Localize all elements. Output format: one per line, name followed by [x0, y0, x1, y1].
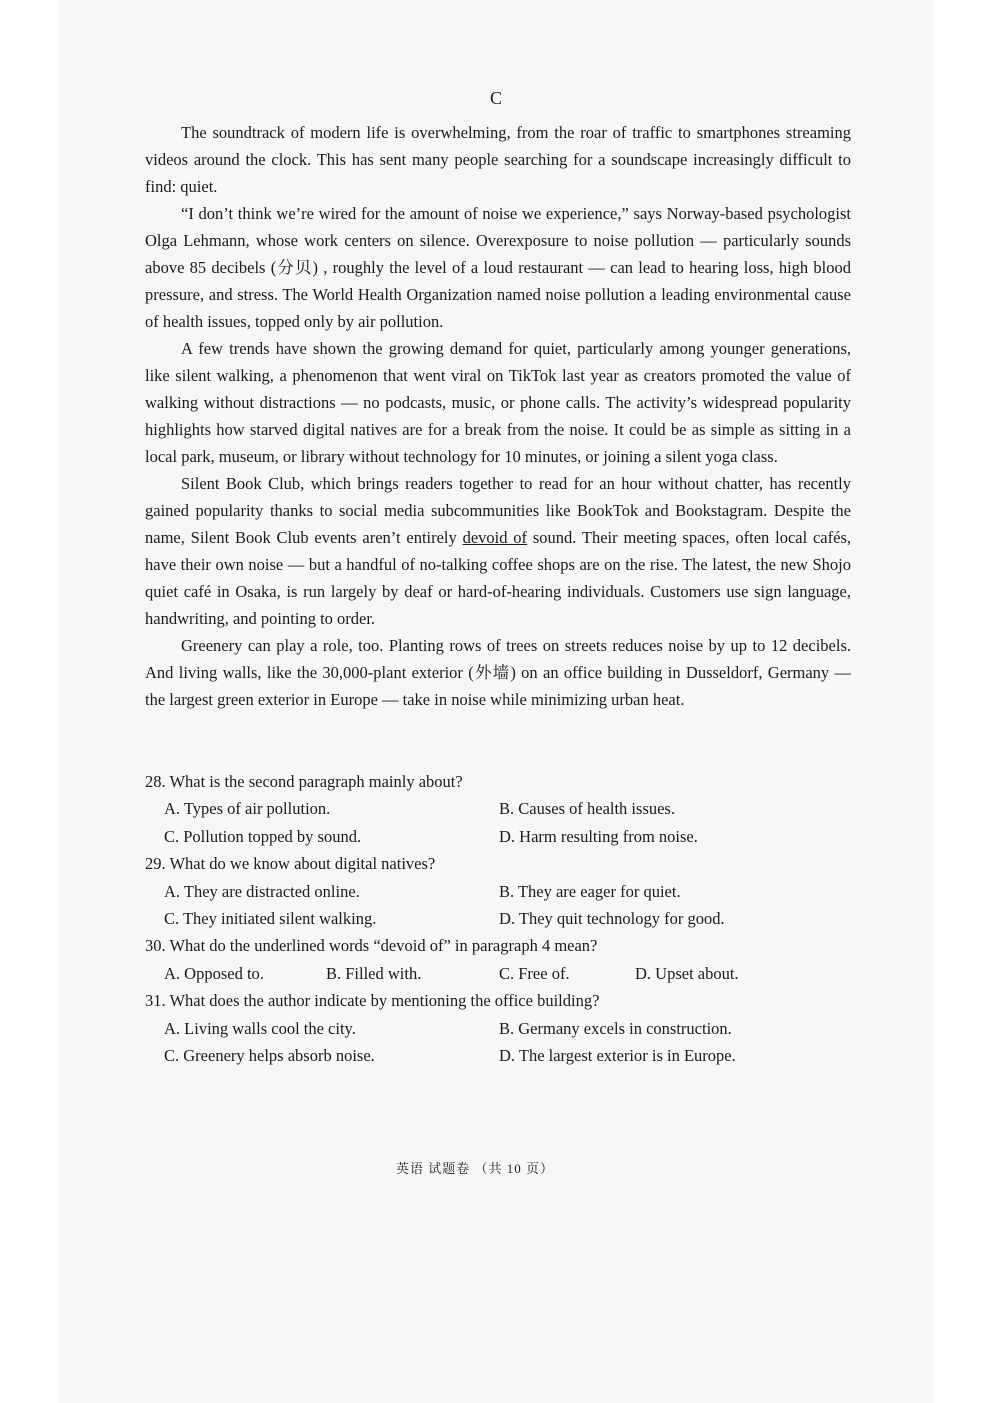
- option-c: C. Free of.: [499, 963, 570, 983]
- option-row: [145, 878, 851, 905]
- option-c: C. Pollution topped by sound.: [164, 826, 362, 846]
- option-c: C. Greenery helps absorb noise.: [164, 1046, 375, 1066]
- option-b: B. They are eager for quiet.: [499, 881, 681, 901]
- option-d: D. Upset about.: [635, 963, 739, 983]
- paragraph-text: A few trends have shown the growing demand for quiet, particularly among younger generations, like silent walking, a phenomenon that went viral on TikTok last year as creators promoted the value of walking without distractions — no podcasts, music, or phone calls. The activity’s widespread popularity highlights how starved digital natives are for a break from the noise. It could be as simple as sitting in a local park, museum, or library without technology for 10 minutes, or joining a silent yoga class.: [145, 339, 851, 466]
- paragraph-text: Silent Book Club, which brings readers together to read for an hour without chatter, has recently gained popularity thanks to social media subcommunities like BookTok and Bookstagram. Despite the name, Silent Book Club events aren’t entirely: [145, 474, 851, 547]
- option-a: A. They are distracted online.: [164, 881, 360, 901]
- paragraph-text: The soundtrack of modern life is overwhelming, from the roar of traffic to smartphones streaming videos around the clock. This has sent many people searching for a soundscape increasingly difficult to find: quiet.: [145, 123, 851, 196]
- question-28: [145, 768, 851, 850]
- option-row: [145, 905, 851, 932]
- question-stem: 31. What does the author indicate by mentioning the office building?: [145, 991, 600, 1011]
- option-row: [145, 1042, 851, 1069]
- option-b: B. Germany excels in construction.: [499, 1018, 732, 1038]
- option-a: A. Opposed to.: [164, 963, 264, 983]
- option-d: D. The largest exterior is in Europe.: [499, 1046, 736, 1066]
- underlined-phrase: devoid of: [462, 528, 528, 547]
- question-stem: 28. What is the second paragraph mainly about?: [145, 772, 463, 791]
- question-30: [145, 932, 851, 987]
- question-stem: 29. What do we know about digital natives?: [145, 854, 436, 874]
- option-row: [145, 1015, 851, 1042]
- option-d: D. They quit technology for good.: [499, 909, 725, 929]
- option-c: C. They initiated silent walking.: [164, 909, 377, 929]
- paragraph-text: sound. Their meeting spaces, often local cafés, have their own noise — but a handful of no-talking coffee shops are on the rise. The latest, the new Shojo quiet café in Osaka, is run largely by deaf or hard-of-hearing individuals. Customers use sign language, handwriting, and pointing to order.: [145, 528, 851, 628]
- option-a: A. Types of air pollution.: [164, 799, 331, 819]
- question-list: [145, 768, 851, 1069]
- option-row: [145, 960, 851, 987]
- paragraph-2: [145, 200, 851, 335]
- option-a: A. Living walls cool the city.: [164, 1018, 356, 1038]
- paragraph-text: Greenery can play a role, too. Planting rows of trees on streets reduces noise by up to 12 decibels. And living walls, like the 30,000-plant exterior (外墙) on an office building in Dusseldorf, Germany — the largest green exterior in Europe — take in noise while minimizing urban heat.: [145, 636, 851, 709]
- question-29: [145, 850, 851, 932]
- option-b: B. Causes of health issues.: [499, 799, 675, 819]
- option-row: [145, 823, 851, 850]
- page-footer: 英语 试题卷 （共 10 页）: [396, 1161, 555, 1176]
- paragraph-3: [145, 335, 851, 470]
- paragraph-text: “I don’t think we’re wired for the amount of noise we experience,” says Norway-based psychologist Olga Lehmann, whose work centers on silence. Overexposure to noise pollution — particularly sounds above 85 decibels (分贝) , roughly the level of a loud restaurant — can lead to hearing loss, high blood pressure, and stress. The World Health Organization named noise pollution a leading environmental cause of health issues, topped only by air pollution.: [145, 204, 851, 331]
- option-b: B. Filled with.: [326, 963, 422, 983]
- paragraph-5: [145, 632, 851, 713]
- reading-passage: [145, 119, 851, 713]
- question-31: [145, 987, 851, 1069]
- option-row: [145, 795, 851, 822]
- paragraph-1: [145, 119, 851, 200]
- option-d: D. Harm resulting from noise.: [499, 826, 698, 846]
- section-letter: C: [489, 88, 502, 108]
- question-stem: 30. What do the underlined words “devoid of” in paragraph 4 mean?: [145, 936, 598, 956]
- paragraph-4: [145, 470, 851, 632]
